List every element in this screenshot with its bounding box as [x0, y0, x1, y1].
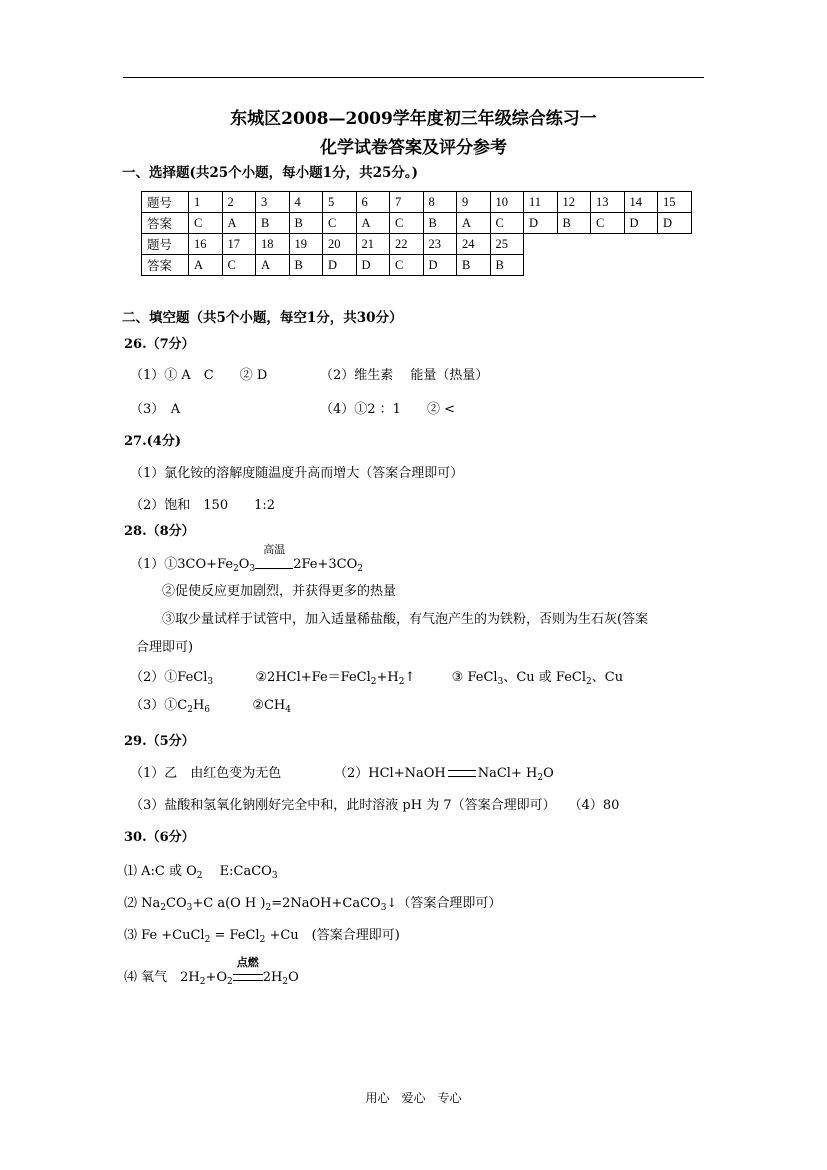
table-cell: C	[390, 213, 424, 234]
q28-heading: 28.（8分）	[124, 524, 195, 539]
subscript: 3	[497, 677, 504, 687]
row-label: 题号	[142, 192, 189, 213]
table-cell: C	[323, 213, 357, 234]
subscript: 2	[187, 705, 193, 715]
q28-line6	[130, 694, 291, 713]
section2-heading: 二、填空题（共5个小题，每空1分，共30分）	[122, 310, 403, 326]
q30-part: CO	[166, 896, 187, 911]
q26-heading: 26.（7分）	[124, 337, 195, 352]
table-cell: 7	[390, 192, 424, 213]
section1-heading: 一、选择题(共25个小题，每小题1分，共25分。)	[122, 165, 418, 181]
table-cell: 20	[323, 234, 357, 255]
table-cell: B	[423, 213, 457, 234]
table-cell: 5	[323, 192, 357, 213]
q28-eq-part: （1）①3CO+Fe	[130, 557, 234, 572]
table-cell: 19	[289, 234, 323, 255]
table-cell: B	[457, 255, 491, 276]
q27-line1: （1）氯化铵的溶解度随温度升高而增大（答案合理即可）	[130, 466, 464, 481]
table-cell: B	[289, 255, 323, 276]
q28-part: （3）①C	[130, 698, 188, 713]
q29-line1b	[334, 762, 554, 781]
table-cell: 10	[490, 192, 524, 213]
q28-line2: ②促使反应更加剧烈，并获得更多的热量	[162, 584, 397, 599]
q28-part: ②2HCl+Fe＝FeCl	[255, 670, 371, 685]
q30-line3	[124, 924, 400, 943]
table-row	[142, 234, 692, 255]
table-cell: 23	[423, 234, 457, 255]
table-cell: A	[356, 213, 390, 234]
q28-part: +H	[376, 670, 399, 685]
q28-part: 、Cu 或 FeCl	[503, 670, 587, 685]
reaction-condition	[255, 543, 293, 572]
reaction-condition	[233, 956, 263, 985]
table-row	[142, 213, 692, 234]
q30-heading: 30.（6分）	[124, 830, 195, 845]
table-cell: D	[323, 255, 357, 276]
table-cell: 21	[356, 234, 390, 255]
table-cell: A	[189, 255, 223, 276]
table-cell: 9	[457, 192, 491, 213]
q28-line5	[130, 666, 623, 685]
table-cell: B	[256, 213, 290, 234]
q30-part: +C a(O H )	[192, 896, 266, 911]
q28-equation	[130, 543, 363, 574]
subscript: 3	[271, 871, 278, 881]
table-cell: 2	[222, 192, 256, 213]
table-cell: 11	[524, 192, 558, 213]
q30-part: ⑶ Fe +CuCl	[124, 928, 205, 943]
subscript: 2	[199, 977, 206, 987]
table-cell: 25	[490, 234, 524, 255]
subscript: 3	[380, 903, 387, 913]
q30-part: 2H	[262, 970, 283, 985]
q30-part: E:CaCO	[206, 864, 272, 879]
q29-line1a: （1）乙 由红色变为无色	[130, 766, 282, 781]
subscript: 4	[285, 705, 291, 715]
subscript: 2	[537, 773, 544, 783]
table-cell: B	[289, 213, 323, 234]
table-cell: D	[423, 255, 457, 276]
reaction-arrow-line	[255, 560, 293, 569]
q30-part: ↓（答案合理即可）	[386, 896, 502, 911]
table-cell: C	[591, 213, 625, 234]
q29-line2: （3）盐酸和氢氧化钠刚好完全中和，此时溶液 pH 为 7（答案合理即可） （4）80	[130, 798, 620, 813]
q28-line4: 合理即可)	[136, 640, 194, 655]
q28-line3: ③取少量试样于试管中，加入适量稀盐酸，有气泡产生的为铁粉，否则为生石灰(答案	[162, 612, 649, 627]
subscript: 3	[249, 564, 256, 574]
table-cell: C	[222, 255, 256, 276]
q30-part: =2NaOH+CaCO	[271, 896, 381, 911]
table-cell: B	[557, 213, 591, 234]
table-cell: 13	[591, 192, 625, 213]
q27-heading: 27.(4分)	[124, 434, 181, 449]
q28-part: H	[192, 698, 205, 713]
table-cell: A	[457, 213, 491, 234]
document-subtitle: 化学试卷答案及评分参考	[320, 138, 507, 158]
table-cell: 24	[457, 234, 491, 255]
subscript: 2	[357, 564, 363, 574]
subscript: 2	[265, 903, 272, 913]
up-arrow-icon: ↑	[404, 670, 416, 685]
subscript: 2	[282, 977, 289, 987]
table-cell: 1	[189, 192, 223, 213]
table-cell: 6	[356, 192, 390, 213]
q30-part: ⑵ Na	[124, 896, 161, 911]
table-cell: 22	[390, 234, 424, 255]
table-cell: B	[490, 255, 524, 276]
q28-eq-part: 2Fe+3CO	[293, 557, 358, 572]
subscript: 2	[586, 677, 592, 687]
q28-eq-part: O	[238, 557, 250, 572]
q26-line2b: （4）①2 ：1 ② <	[320, 402, 455, 417]
subscript: 6	[204, 705, 211, 715]
q26-line1a: （1）① A C ② D	[130, 368, 268, 383]
q30-part: = FeCl	[210, 928, 260, 943]
table-cell: C	[490, 213, 524, 234]
q29-part: O	[543, 766, 554, 781]
q28-part: 、Cu	[591, 670, 624, 685]
table-cell: 12	[557, 192, 591, 213]
table-cell: D	[524, 213, 558, 234]
subscript: 2	[204, 935, 211, 945]
q27-line2: （2）饱和 150 1:2	[130, 498, 276, 513]
q30-part: ⑷ 氧气 2H	[124, 970, 200, 985]
header-rule	[123, 77, 704, 78]
table-row	[142, 255, 692, 276]
row-label: 答案	[142, 213, 189, 234]
subscript: 2	[227, 977, 233, 987]
q28-part: ②CH	[252, 698, 286, 713]
table-cell: D	[356, 255, 390, 276]
subscript: 3	[207, 677, 214, 687]
q30-part: O	[288, 970, 299, 985]
row-label: 答案	[142, 255, 189, 276]
table-cell: C	[189, 213, 223, 234]
table-cell: A	[256, 255, 290, 276]
q30-line1	[124, 860, 278, 879]
subscript: 2	[233, 564, 239, 574]
q30-part: ⑴ A:C 或 O	[124, 864, 197, 879]
table-cell: 16	[189, 234, 223, 255]
table-cell: C	[390, 255, 424, 276]
condition-label: 高温	[263, 543, 286, 556]
subscript: 2	[370, 677, 377, 687]
q26-line1b: （2）维生素 能量（热量）	[320, 368, 489, 383]
equals-sign	[448, 770, 476, 777]
q30-part: +O	[205, 970, 228, 985]
table-cell: 15	[658, 192, 692, 213]
page-footer: 用心 爱心 专心	[365, 1091, 462, 1105]
table-cell: 4	[289, 192, 323, 213]
table-cell: 14	[624, 192, 658, 213]
condition-label: 点燃	[236, 956, 259, 969]
table-cell: 3	[256, 192, 290, 213]
subscript: 2	[398, 677, 405, 687]
q29-part: NaCl+ H	[477, 766, 538, 781]
table-cell: 18	[256, 234, 290, 255]
table-cell: D	[624, 213, 658, 234]
q29-part: （2）HCl+NaOH	[334, 766, 446, 781]
table-cell: D	[658, 213, 692, 234]
equals-sign	[233, 974, 263, 981]
answer-table	[141, 191, 692, 276]
q30-line4	[124, 956, 299, 987]
q28-part: ③ FeCl	[451, 670, 498, 685]
row-label: 题号	[142, 234, 189, 255]
table-cell: 8	[423, 192, 457, 213]
table-cell: 17	[222, 234, 256, 255]
table-cell: A	[222, 213, 256, 234]
table-row	[142, 192, 692, 213]
q30-line2	[124, 892, 501, 911]
subscript: 3	[186, 903, 193, 913]
q29-heading: 29.（5分）	[124, 734, 195, 749]
q30-part: +Cu (答案合理即可)	[265, 928, 400, 943]
subscript: 2	[259, 935, 266, 945]
q28-part: （2）①FeCl	[130, 670, 208, 685]
q26-line2a: （3） A	[130, 402, 181, 417]
subscript: 2	[196, 871, 203, 881]
subscript: 2	[160, 903, 166, 913]
document-title: 东城区2008—2009学年度初三年级综合练习一	[230, 109, 597, 129]
